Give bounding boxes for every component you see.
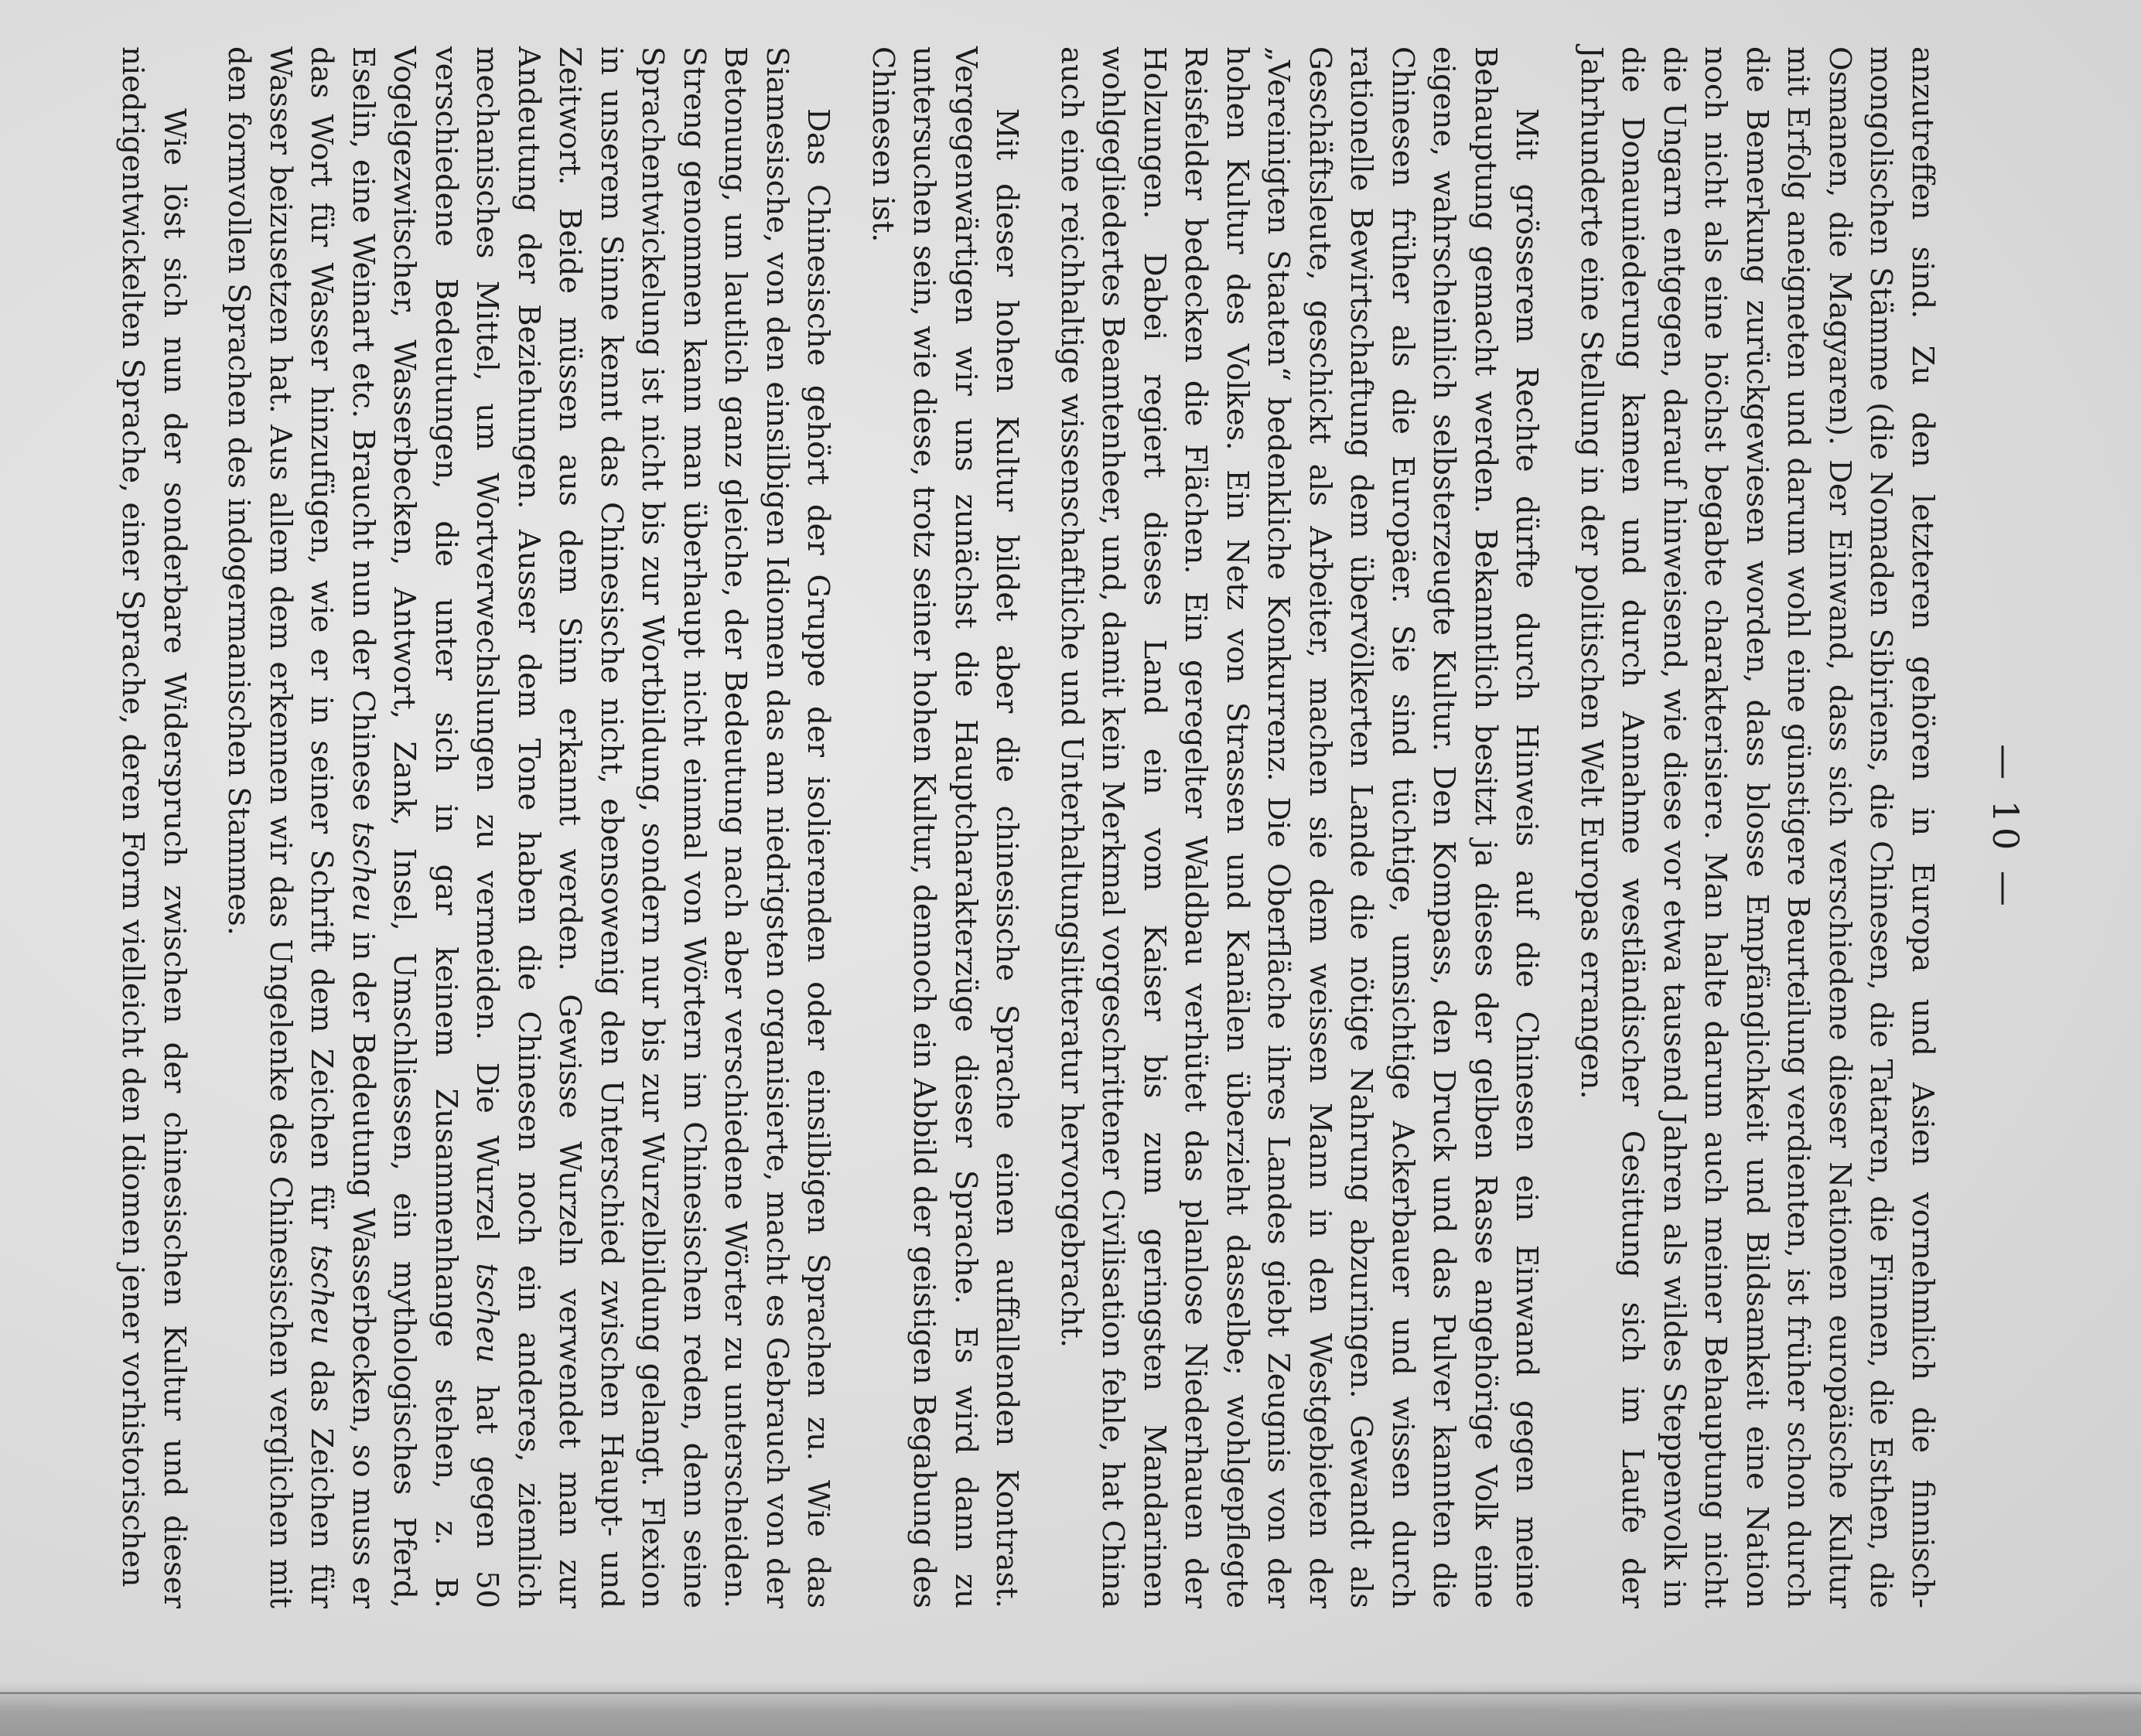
rotated-book-page — [115, 46, 2027, 1609]
paragraph-4-part-7: das Zeichen für Wasser beizusetzen hat. Aus allem dem erkennen wir das Ungelenke des Chinesischen verglichen mit den formvollen Sprachen des indogermanischen Stammes. — [221, 46, 340, 1608]
paragraph-3: Mit dieser hohen Kultur bildet aber die chinesische Sprache einen auffallenden Kontrast. Vergegenwärtigen wir uns zunächst die Hauptcharakterzüge dieser Sprache. Es wird dann zu untersuchen sein, wie diese, trotz seiner hohen Kultur, dennoch ein Abbild der geistigen Begabung des Chinesen ist. — [866, 46, 1025, 1608]
paragraph-2: Mit grösserem Rechte dürfte durch Hinweis auf die Chinesen ein Einwand gegen meine Behauptung gemacht werden. Bekanntlich besitzt ja dieses der gelben Rasse angehörige Volk eine eigene, wahrscheinlich selbsterzeugte Kultur. Den Kompass, den Druck und das Pulver kannten die Chinesen früher als die Europäer. Sie sind tüchtige, umsichtige Ackerbauer und wissen durch rationelle Bewirtschaftung dem übervölkerten Lande die nötige Nahrung abzuringen. Gewandt als Geschäftsleute, geschickt als Arbeiter, machen sie dem weissen Mann in den Westgebieten der „Vereinigten Staaten“ bedenkliche Konkurrenz. Die Oberfläche ihres Landes giebt Zeugnis von der hohen Kultur des Volkes. Ein Netz von Strassen und Kanälen überzieht dasselbe; wohlgepflegte Reisfelder bedecken die Flächen. Ein geregelter Waldbau verhütet das planlose Niederhauen der Holzungen. Dabei regiert dieses Land ein vom Kaiser bis zum geringsten Mandarinen wohlgegliedertes Beamtenheer, und, damit kein Merkmal vorgeschrittener Civilisation fehle, hat China auch eine reichhaltige wissenschaftliche und Unterhaltungslitteratur hervorgebracht. — [1054, 46, 1545, 1608]
body-text — [89, 46, 1943, 1608]
paragraph-4-part-1: Das Chinesische gehört der Gruppe der isolierenden oder einsilbigen Sprachen zu. Wie das Siamesische, von den einsilbigen Idiomen das am niedrigsten organisierte, macht es Gebrauch von der Betonung, um lautlich ganz gleiche, der Bedeutung nach aber verschiedene Wörter zu unterscheiden. Streng genommen kann man überhaupt nicht einmal von Wörtern im Chinesischen reden, denn seine Sprachentwickelung ist nicht bis zur Wortbildung, sondern nur bis zur Wurzelbildung gelangt. Flexion in unserem Sinne kennt das Chinesische nicht, ebensowenig den Unterschied zwischen Haupt- und Zeitwort. Beide müssen aus dem Sinn erkannt werden. Gewisse Wurzeln verwendet man zur Andeutung der Beziehungen. Ausser dem Tone haben die Chinesen noch ein anderes, ziemlich mechanisches Mittel, um Wortverwechslungen zu vermeiden. Die Wurzel — [470, 46, 836, 1608]
paragraph-4-italic-tscheu-2: tscheu — [346, 821, 381, 922]
paragraph-4-part-5: in der Bedeutung Wasserbecken, so muss er das Wort für Wasser hinzufügen, wie er in seiner Schrift dem Zeichen für — [304, 46, 381, 1609]
paragraph-5: Wie löst sich nun der sonderbare Widerspruch zwischen der chinesischen Kultur und dieser niedrigentwickelten Sprache, einer Sprache, deren Form vielleicht den Idiomen jener vorhistorischen — [115, 46, 192, 1608]
paragraph-1: anzutreffen sind. Zu den letzteren gehören in Europa und Asien vornehmlich die finnisch-mongolischen Stämme (die Nomaden Sibiriens, die Chinesen, die Tataren, die Finnen, die Esthen, die Osmanen, die Magyaren). Der Einwand, dass sich verschiedene dieser Nationen europäische Kultur mit Erfolg aneigneten und darum wohl eine günstigere Beurteilung verdienten, ist früher schon durch die Bemerkung zurückgewiesen worden, dass blosse Empfänglichkeit und Bildsamkeit eine Nation noch nicht als eine höchst begabte charakterisiere. Man halte darum auch meiner Behauptung nicht die Ungarn entgegen, darauf hinweisend, wie diese vor etwa tausend Jahren als wildes Steppenvolk in die Donauniederung kamen und durch Annahme westländischer Gesittung sich im Laufe der Jahrhunderte eine Stellung in der politischen Welt Europas errangen. — [1574, 46, 1940, 1608]
paragraph-4 — [218, 46, 839, 1608]
paragraph-4-italic-tscheu-3: tscheu — [304, 1244, 340, 1345]
page-number: — 10 — — [1985, 744, 2027, 911]
paragraph-4-italic-tscheu-1: tscheu — [470, 1263, 505, 1363]
binding-shadow — [0, 1682, 2141, 1736]
paragraph-4-part-3: hat gegen 50 verschiedene Bedeutungen, die unter sich in gar keinem Zusammenhange stehen, z. B. Vogelgezwitscher, Wasserbecken, Antwort, Zank, Insel, Umschliessen, ein mythologisches Pferd, Eselin, eine Weinart etc. Braucht nun der Chinese — [346, 46, 505, 1608]
